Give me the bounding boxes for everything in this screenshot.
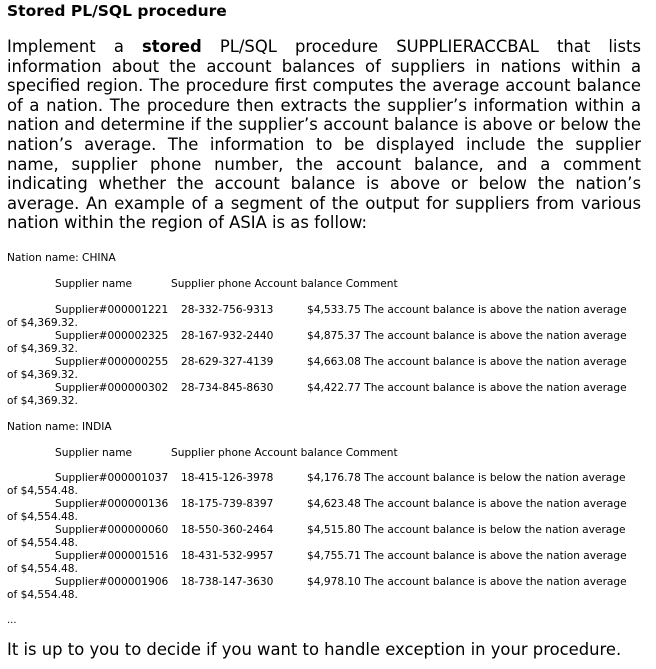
supplier-average-tail: of $4,369.32. <box>7 369 78 381</box>
intro-bold-word: stored <box>141 37 202 56</box>
supplier-balance-comment: $4,663.08 The account balance is above the nation average <box>307 356 627 368</box>
supplier-name: Supplier#000001221 <box>55 304 169 316</box>
header-columns: Supplier phone Account balance Comment <box>171 278 398 290</box>
supplier-balance-comment: $4,422.77 The account balance is above the nation average <box>307 382 627 394</box>
output-ellipsis: ... <box>7 615 17 626</box>
supplier-name: Supplier#000000302 <box>55 382 169 394</box>
supplier-balance-comment: $4,176.78 The account balance is below the nation average <box>307 472 626 484</box>
page-title: Stored PL/SQL procedure <box>7 2 227 20</box>
supplier-phone: 18-550-360-2464 <box>181 524 274 536</box>
supplier-name: Supplier#000001516 <box>55 550 169 562</box>
header-supplier-name: Supplier name <box>55 278 133 290</box>
supplier-phone: 28-332-756-9313 <box>181 304 274 316</box>
supplier-phone: 18-431-532-9957 <box>181 550 274 562</box>
supplier-average-tail: of $4,369.32. <box>7 343 78 355</box>
supplier-phone: 18-415-126-3978 <box>181 472 274 484</box>
supplier-balance-comment: $4,875.37 The account balance is above the nation average <box>307 330 627 342</box>
supplier-average-tail: of $4,554.48. <box>7 485 78 497</box>
supplier-average-tail: of $4,369.32. <box>7 317 78 329</box>
supplier-average-tail: of $4,554.48. <box>7 589 78 601</box>
supplier-balance-comment: $4,623.48 The account balance is above the nation average <box>307 498 627 510</box>
intro-paragraph <box>7 37 641 233</box>
supplier-name: Supplier#000000136 <box>55 498 169 510</box>
supplier-balance-comment: $4,755.71 The account balance is above the nation average <box>307 550 627 562</box>
supplier-name: Supplier#000002325 <box>55 330 169 342</box>
header-columns: Supplier phone Account balance Comment <box>171 447 398 459</box>
supplier-balance-comment: $4,533.75 The account balance is above the nation average <box>307 304 627 316</box>
supplier-phone: 28-734-845-8630 <box>181 382 274 394</box>
supplier-phone: 18-175-739-8397 <box>181 498 274 510</box>
nation-name-label: Nation name: CHINA <box>7 252 116 264</box>
supplier-phone: 18-738-147-3630 <box>181 576 274 588</box>
supplier-average-tail: of $4,554.48. <box>7 511 78 523</box>
supplier-average-tail: of $4,554.48. <box>7 537 78 549</box>
supplier-name: Supplier#000000255 <box>55 356 169 368</box>
supplier-average-tail: of $4,369.32. <box>7 395 78 407</box>
supplier-name: Supplier#000001906 <box>55 576 169 588</box>
nation-name-label: Nation name: INDIA <box>7 421 112 433</box>
footer-note: It is up to you to decide if you want to handle exception in your procedure. <box>7 640 622 659</box>
supplier-balance-comment: $4,978.10 The account balance is above the nation average <box>307 576 627 588</box>
intro-text-start: Implement a <box>7 37 142 56</box>
header-supplier-name: Supplier name <box>55 447 133 459</box>
supplier-balance-comment: $4,515.80 The account balance is below the nation average <box>307 524 626 536</box>
intro-text-rest: PL/SQL procedure SUPPLIERACCBAL that lists information about the account balances of suppliers in nations within a specified region. The procedure first computes the average account balance of a nation. The procedure then extracts the supplier’s information within a nation and determine if the supplier’s account balance is above or below the nation’s average. The information to be displayed include the supplier name, supplier phone number, the account balance, and a comment indicating whether the account balance is above or below the nation’s average. An example of a segment of the output for suppliers from various nation within the region of ASIA is as follow: <box>7 37 641 233</box>
supplier-name: Supplier#000001037 <box>55 472 169 484</box>
supplier-name: Supplier#000000060 <box>55 524 169 536</box>
supplier-average-tail: of $4,554.48. <box>7 563 78 575</box>
supplier-phone: 28-629-327-4139 <box>181 356 274 368</box>
supplier-phone: 28-167-932-2440 <box>181 330 274 342</box>
